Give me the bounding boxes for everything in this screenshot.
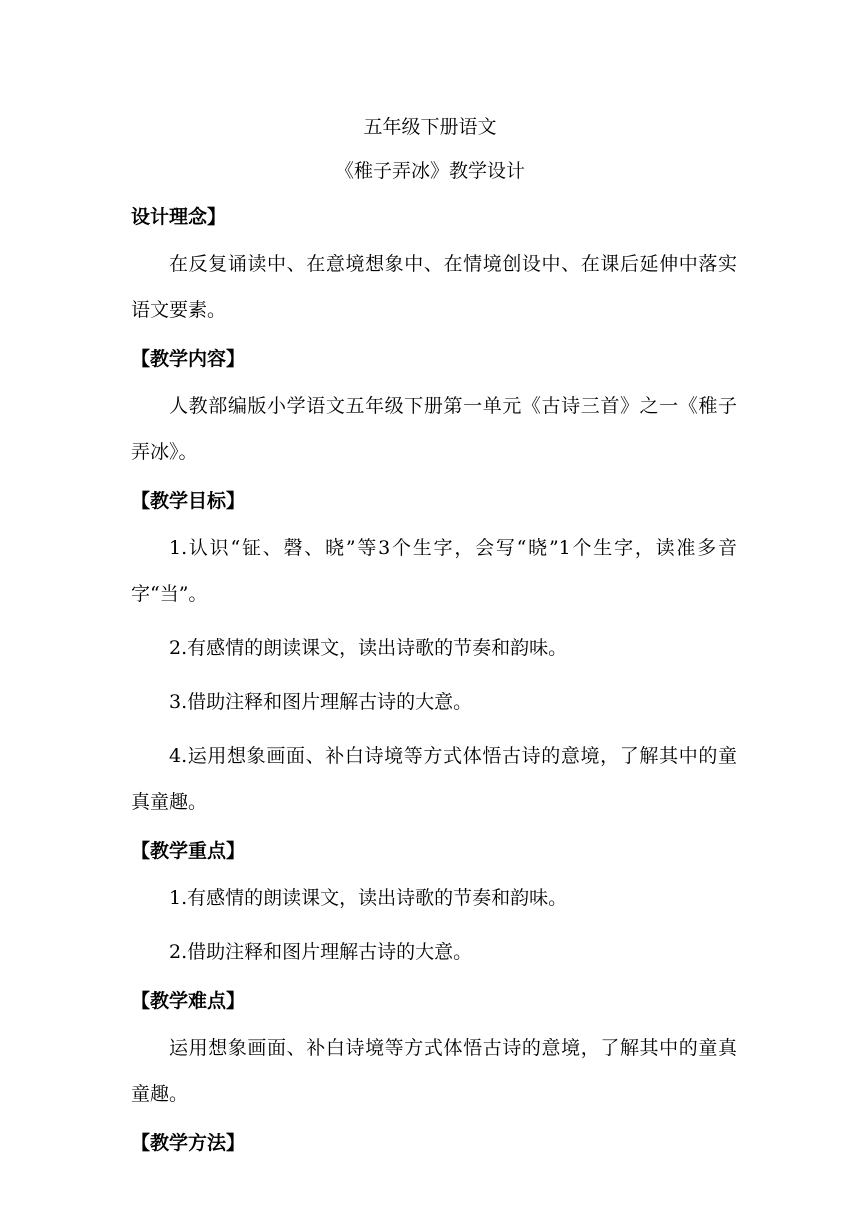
objective-item: 2.有感情的朗读课文，读出诗歌的节奏和韵味。 — [169, 637, 568, 659]
focus-item: 2.借助注释和图片理解古诗的大意。 — [169, 941, 473, 963]
document-body — [131, 201, 737, 1169]
section-paragraph: 运用想象画面、补白诗境等方式体悟古诗的意境，了解其中的童真童趣。 — [131, 1037, 737, 1105]
title-block — [0, 113, 860, 185]
section-design-concept — [131, 201, 737, 333]
section-paragraph: 在反复诵读中、在意境想象中、在情境创设中、在课后延伸中落实语文要素。 — [131, 253, 737, 321]
section-teaching-content — [131, 343, 737, 475]
section-teaching-difficulty — [131, 985, 737, 1117]
section-heading: 【教学重点】 — [131, 840, 246, 862]
document-subtitle: 《稚子弄冰》教学设计 — [334, 160, 525, 182]
section-teaching-method — [131, 1127, 737, 1159]
objective-item: 1.认识“钲、磬、晓”等3个生字，会写“晓”1个生字，读准多音字“当”。 — [131, 537, 737, 605]
section-heading: 【教学方法】 — [131, 1132, 246, 1154]
section-teaching-focus — [131, 835, 737, 975]
document-title: 五年级下册语文 — [363, 116, 497, 138]
objective-item: 3.借助注释和图片理解古诗的大意。 — [169, 691, 473, 713]
section-teaching-objectives — [131, 485, 737, 825]
section-heading: 设计理念】 — [131, 206, 227, 228]
section-heading: 【教学难点】 — [131, 990, 246, 1012]
section-heading: 【教学目标】 — [131, 490, 246, 512]
section-heading: 【教学内容】 — [131, 348, 246, 370]
focus-item: 1.有感情的朗读课文，读出诗歌的节奏和韵味。 — [169, 887, 568, 909]
objective-item: 4.运用想象画面、补白诗境等方式体悟古诗的意境，了解其中的童真童趣。 — [131, 745, 737, 813]
section-paragraph: 人教部编版小学语文五年级下册第一单元《古诗三首》之一《稚子弄冰》。 — [131, 395, 737, 463]
